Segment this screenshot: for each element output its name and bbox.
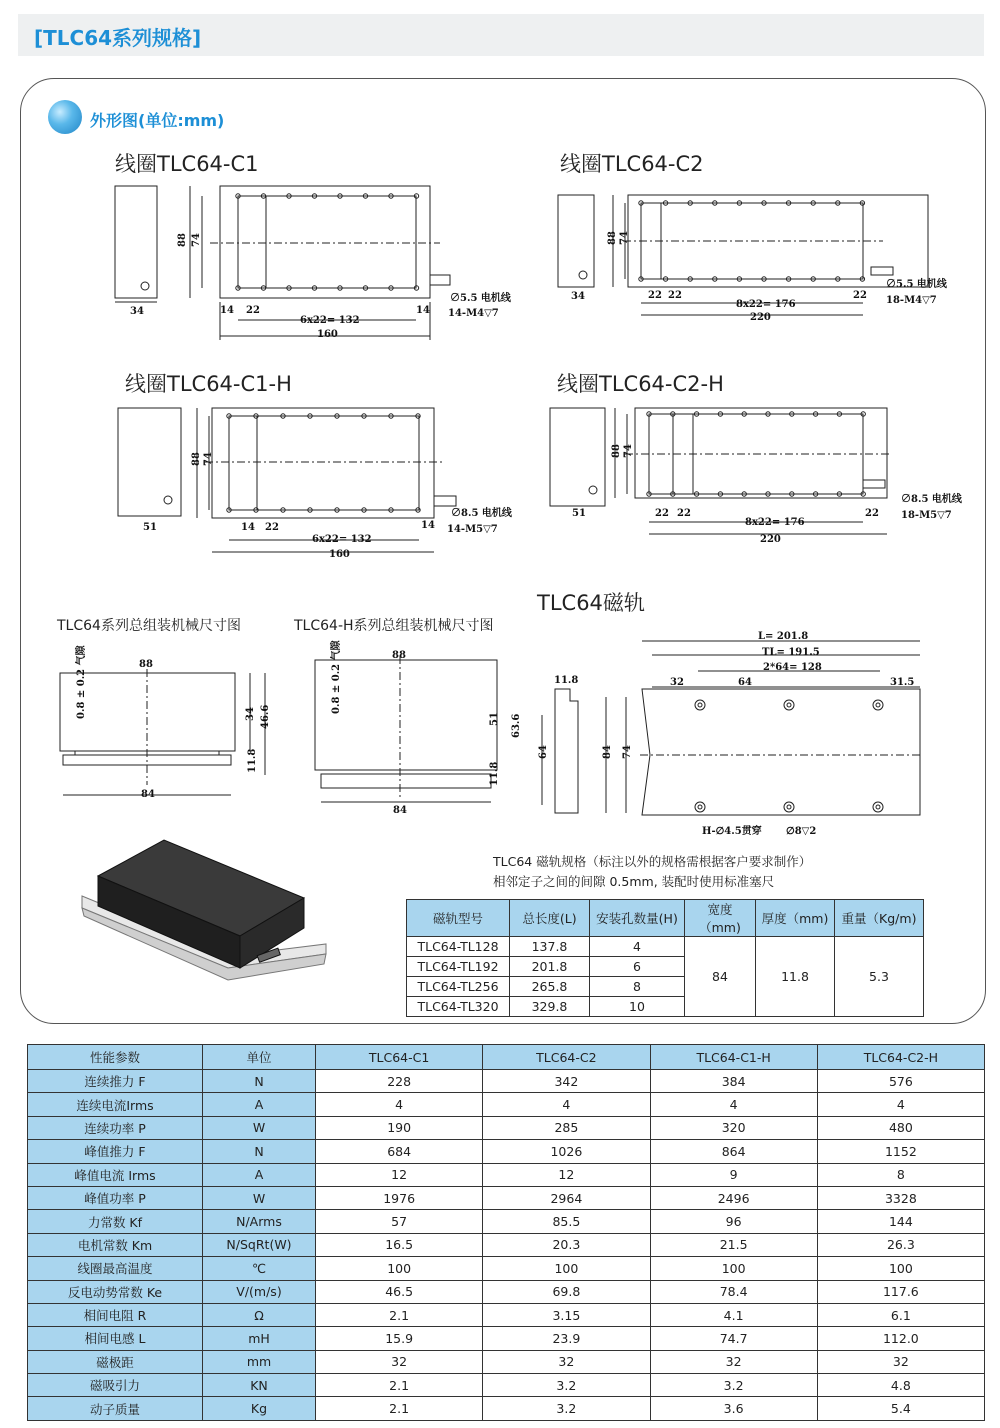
- unit-cell: KN: [203, 1374, 316, 1397]
- dim-height-inner: 74: [623, 444, 634, 458]
- coil-side-view: [115, 186, 157, 298]
- cell: TLC64-TL320: [407, 997, 510, 1017]
- cell: 8: [590, 977, 685, 997]
- value-cell: 4: [650, 1093, 817, 1116]
- dim-length: 220: [760, 534, 781, 545]
- dim-rail-width: 84: [602, 745, 613, 759]
- dim-cable: ∅5.5 电机线: [450, 293, 511, 304]
- value-cell: 1152: [817, 1140, 984, 1163]
- mounting-holes: [227, 414, 420, 512]
- table-row: [28, 1116, 985, 1139]
- dim-top: 88: [392, 650, 406, 661]
- dim-pitch: 22: [668, 290, 682, 301]
- rail-note-1: TLC64 磁轨规格（标注以外的规格需根据客户要求制作）: [493, 854, 812, 869]
- param-name-cell: 动子质量: [28, 1397, 203, 1420]
- unit-cell: mm: [203, 1350, 316, 1373]
- value-cell: 12: [316, 1163, 483, 1186]
- dim-total-length: L= 201.8: [758, 631, 809, 642]
- table-row: [28, 1257, 985, 1280]
- value-cell: 85.5: [483, 1210, 650, 1233]
- cell: TLC64-TL192: [407, 957, 510, 977]
- value-cell: 864: [650, 1140, 817, 1163]
- header-cell: TLC64-C2-H: [817, 1045, 984, 1070]
- dim-rail-thick: 11.8: [554, 675, 579, 686]
- table-row: [28, 1374, 985, 1397]
- table-header-row: [407, 900, 924, 937]
- dim-height-inner: 74: [191, 233, 202, 247]
- value-cell: 69.8: [483, 1280, 650, 1303]
- value-cell: 20.3: [483, 1233, 650, 1256]
- dim-height-total: 63.6: [511, 713, 522, 738]
- dim-width: 51: [143, 522, 157, 533]
- drawing-title-c1: 线圈TLC64-C1: [115, 152, 259, 176]
- value-cell: 100: [316, 1257, 483, 1280]
- dim-pitch: 22: [265, 522, 279, 533]
- drawing-title-assembly-h: TLC64-H系列总组装机械尺寸图: [294, 618, 494, 634]
- dim-cable: ∅8.5 电机线: [901, 494, 962, 505]
- cell: 201.8: [510, 957, 590, 977]
- dim-pitch: 22: [677, 508, 691, 519]
- value-cell: 5.4: [817, 1397, 984, 1420]
- value-cell: 144: [817, 1210, 984, 1233]
- table-row: [28, 1280, 985, 1303]
- unit-cell: mH: [203, 1327, 316, 1350]
- header-cell: TLC64-C1-H: [650, 1045, 817, 1070]
- dim-holes: 14-M4▽7: [448, 308, 499, 319]
- dim-width: 51: [572, 508, 586, 519]
- table-row: [28, 1186, 985, 1209]
- dim-length: 220: [750, 312, 771, 323]
- dim-width: 34: [130, 306, 144, 317]
- unit-cell: W: [203, 1116, 316, 1139]
- header-cell: 性能参数: [28, 1045, 203, 1070]
- value-cell: 4.8: [817, 1374, 984, 1397]
- cell-thickness: 11.8: [756, 937, 835, 1017]
- table-row: [28, 1233, 985, 1256]
- value-cell: 74.7: [650, 1327, 817, 1350]
- dim-height-total: 46.6: [260, 704, 271, 729]
- unit-cell: Ω: [203, 1303, 316, 1326]
- dim-height: 88: [611, 444, 622, 458]
- value-cell: 3.2: [483, 1374, 650, 1397]
- value-cell: 117.6: [817, 1280, 984, 1303]
- dim-rail-thick: 11.8: [247, 748, 258, 773]
- param-name-cell: 电机常数 Km: [28, 1233, 203, 1256]
- param-name-cell: 连续电流Irms: [28, 1093, 203, 1116]
- dim-height: 88: [191, 452, 202, 466]
- dim-edge: 22: [655, 508, 669, 519]
- param-name-cell: 力常数 Kf: [28, 1210, 203, 1233]
- cell-width: 84: [685, 937, 756, 1017]
- assembly-drawing: [35, 645, 280, 805]
- param-name-cell: 线圈最高温度: [28, 1257, 203, 1280]
- value-cell: 100: [650, 1257, 817, 1280]
- value-cell: 285: [483, 1116, 650, 1139]
- assembly-h-drawing: [295, 640, 535, 820]
- dim-edge: 14: [220, 305, 234, 316]
- value-cell: 684: [316, 1140, 483, 1163]
- value-cell: 4: [817, 1093, 984, 1116]
- value-cell: 576: [817, 1070, 984, 1093]
- rail-drawing: [530, 625, 950, 840]
- table-row: [28, 1070, 985, 1093]
- dim-rail-inner: 74: [622, 745, 633, 759]
- rail-holes: [695, 700, 883, 812]
- dim-height: 88: [177, 233, 188, 247]
- unit-cell: W: [203, 1186, 316, 1209]
- header-cell: TLC64-C2: [483, 1045, 650, 1070]
- param-name-cell: 磁极距: [28, 1350, 203, 1373]
- dim-hole-span: 6x22= 132: [312, 534, 372, 545]
- cable-hole-mark: [141, 282, 149, 290]
- header-bar: [18, 14, 984, 56]
- value-cell: 6.1: [817, 1303, 984, 1326]
- cell: TLC64-TL128: [407, 937, 510, 957]
- value-cell: 26.3: [817, 1233, 984, 1256]
- unit-cell: Kg: [203, 1397, 316, 1420]
- value-cell: 228: [316, 1070, 483, 1093]
- unit-cell: N: [203, 1070, 316, 1093]
- dim-holes: 14-M5▽7: [447, 524, 498, 535]
- table-row: [28, 1397, 985, 1420]
- header-cell: 单位: [203, 1045, 316, 1070]
- header-cell: 安装孔数量(H): [590, 900, 685, 937]
- value-cell: 78.4: [650, 1280, 817, 1303]
- value-cell: 8: [817, 1163, 984, 1186]
- dim-cable: ∅8.5 电机线: [451, 508, 512, 519]
- dim-height-coil: 51: [489, 712, 500, 726]
- param-name-cell: 相间电感 L: [28, 1327, 203, 1350]
- dim-height-inner: 74: [619, 231, 630, 245]
- dim-pitch: 64: [738, 677, 752, 688]
- value-cell: 3.2: [650, 1374, 817, 1397]
- coil-c2-drawing: [553, 185, 973, 335]
- param-name-cell: 相间电阻 R: [28, 1303, 203, 1326]
- table-row: [28, 1140, 985, 1163]
- dim-rail-width: 84: [141, 789, 155, 800]
- table-row: [407, 937, 924, 957]
- dim-edge-right: 22: [853, 290, 867, 301]
- param-name-cell: 连续功率 P: [28, 1116, 203, 1139]
- value-cell: 32: [817, 1350, 984, 1373]
- value-cell: 320: [650, 1116, 817, 1139]
- value-cell: 384: [650, 1070, 817, 1093]
- dim-pitch: 22: [246, 305, 260, 316]
- cell-weight: 5.3: [835, 937, 924, 1017]
- cell: 329.8: [510, 997, 590, 1017]
- dim-width: 34: [571, 291, 585, 302]
- dim-hole-span: 2*64= 128: [763, 662, 822, 673]
- unit-cell: N/SqRt(W): [203, 1233, 316, 1256]
- param-name-cell: 反电动势常数 Ke: [28, 1280, 203, 1303]
- value-cell: 2.1: [316, 1374, 483, 1397]
- dim-gap: 0.8 ± 0.2 气隙: [331, 640, 342, 714]
- value-cell: 100: [483, 1257, 650, 1280]
- param-name-cell: 峰值电流 Irms: [28, 1163, 203, 1186]
- value-cell: 96: [650, 1210, 817, 1233]
- unit-cell: ℃: [203, 1257, 316, 1280]
- value-cell: 4.1: [650, 1303, 817, 1326]
- value-cell: 100: [817, 1257, 984, 1280]
- dim-counterbore: ∅8▽2: [786, 826, 817, 837]
- dim-edge-right: 14: [421, 520, 435, 531]
- value-cell: 2.1: [316, 1397, 483, 1420]
- table-row: [28, 1303, 985, 1326]
- coil-c1-drawing: [110, 180, 530, 350]
- value-cell: 23.9: [483, 1327, 650, 1350]
- param-name-cell: 峰值推力 F: [28, 1140, 203, 1163]
- page-title: [TLC64系列规格]: [34, 26, 202, 50]
- dim-hole-span: 8x22= 176: [736, 299, 796, 310]
- dim-gap: 0.8 ± 0.2 气隙: [76, 645, 87, 719]
- param-name-cell: 峰值功率 P: [28, 1186, 203, 1209]
- rail-side-profile: [555, 689, 578, 813]
- header-cell: 厚度（mm): [756, 900, 835, 937]
- unit-cell: V/(m/s): [203, 1280, 316, 1303]
- value-cell: 32: [316, 1350, 483, 1373]
- value-cell: 4: [483, 1093, 650, 1116]
- table-header-row: [28, 1045, 985, 1070]
- header-cell: 重量（Kg/m): [835, 900, 924, 937]
- rail-base: [321, 774, 491, 788]
- dim-hole-span: 6x22= 132: [300, 315, 360, 326]
- dim-edge: 22: [648, 290, 662, 301]
- value-cell: 15.9: [316, 1327, 483, 1350]
- dim-length: 160: [317, 329, 338, 340]
- dim-tl: TL= 191.5: [762, 647, 820, 658]
- value-cell: 21.5: [650, 1233, 817, 1256]
- drawing-title-assembly: TLC64系列总组装机械尺寸图: [57, 618, 241, 634]
- dim-height-inner: 74: [203, 452, 214, 466]
- value-cell: 2496: [650, 1186, 817, 1209]
- section-label: 外形图(单位:mm): [90, 111, 225, 130]
- cell: TLC64-TL256: [407, 977, 510, 997]
- dim-edge-right: 31.5: [890, 677, 915, 688]
- drawing-title-rail: TLC64磁轨: [537, 591, 645, 615]
- value-cell: 2964: [483, 1186, 650, 1209]
- dim-top: 88: [139, 659, 153, 670]
- dim-hole-through: H-∅4.5贯穿: [702, 826, 762, 837]
- unit-cell: N/Arms: [203, 1210, 316, 1233]
- coil-body: [315, 660, 497, 770]
- value-cell: 3.2: [483, 1397, 650, 1420]
- rail-spec-table: [406, 899, 924, 1017]
- dim-cable: ∅5.5 电机线: [886, 279, 947, 290]
- coil-c2h-drawing: [545, 400, 975, 550]
- value-cell: 3.6: [650, 1397, 817, 1420]
- value-cell: 16.5: [316, 1233, 483, 1256]
- header-cell: 总长度(L): [510, 900, 590, 937]
- value-cell: 342: [483, 1070, 650, 1093]
- dim-height-coil: 34: [245, 707, 256, 721]
- rail-note-2: 相邻定子之间的间隙 0.5mm, 装配时使用标准塞尺: [493, 874, 775, 889]
- dim-pole-64: 64: [538, 745, 549, 759]
- cable-hole-mark: [164, 496, 172, 504]
- header-cell: 磁轨型号: [407, 900, 510, 937]
- dim-holes: 18-M4▽7: [886, 295, 937, 306]
- dim-height: 88: [607, 231, 618, 245]
- performance-table: [27, 1044, 985, 1421]
- dim-rail-thick: 11.8: [489, 761, 500, 786]
- dim-edge: 14: [241, 522, 255, 533]
- value-cell: 12: [483, 1163, 650, 1186]
- value-cell: 46.5: [316, 1280, 483, 1303]
- cable-hole-mark: [589, 486, 597, 494]
- cell: 137.8: [510, 937, 590, 957]
- table-row: [28, 1163, 985, 1186]
- header-cell: TLC64-C1: [316, 1045, 483, 1070]
- dim-hole-span: 8x22= 176: [745, 517, 805, 528]
- unit-cell: N: [203, 1140, 316, 1163]
- coil-top-view: [220, 186, 430, 298]
- dim-edge-right: 22: [865, 508, 879, 519]
- cell: 4: [590, 937, 685, 957]
- value-cell: 9: [650, 1163, 817, 1186]
- value-cell: 57: [316, 1210, 483, 1233]
- value-cell: 1026: [483, 1140, 650, 1163]
- value-cell: 2.1: [316, 1303, 483, 1326]
- bullet-ball-icon: [48, 100, 82, 134]
- header-cell: 宽度（mm): [685, 900, 756, 937]
- unit-cell: A: [203, 1163, 316, 1186]
- coil-top-view: [212, 408, 434, 518]
- dim-holes: 18-M5▽7: [901, 510, 952, 521]
- dim-edge-left: 32: [670, 677, 684, 688]
- table-row: [28, 1350, 985, 1373]
- value-cell: 112.0: [817, 1327, 984, 1350]
- value-cell: 3328: [817, 1186, 984, 1209]
- dim-edge-right: 14: [416, 305, 430, 316]
- dim-rail-width: 84: [393, 805, 407, 816]
- value-cell: 480: [817, 1116, 984, 1139]
- coil-side-view: [558, 195, 594, 287]
- cell: 10: [590, 997, 685, 1017]
- cell: 265.8: [510, 977, 590, 997]
- value-cell: 1976: [316, 1186, 483, 1209]
- rail-top-view: [642, 689, 920, 815]
- cell: 6: [590, 957, 685, 977]
- drawing-title-c2: 线圈TLC64-C2: [560, 152, 704, 176]
- value-cell: 190: [316, 1116, 483, 1139]
- value-cell: 32: [650, 1350, 817, 1373]
- mounting-holes: [236, 194, 419, 290]
- coil-c1h-drawing: [115, 400, 535, 565]
- param-name-cell: 连续推力 F: [28, 1070, 203, 1093]
- dim-length: 160: [329, 549, 350, 560]
- value-cell: 3.15: [483, 1303, 650, 1326]
- product-3d-illustration: [78, 836, 328, 996]
- table-row: [28, 1093, 985, 1116]
- value-cell: 32: [483, 1350, 650, 1373]
- table-row: [28, 1327, 985, 1350]
- cable-hole-mark: [579, 271, 587, 279]
- param-name-cell: 磁吸引力: [28, 1374, 203, 1397]
- drawing-title-c2h: 线圈TLC64-C2-H: [557, 372, 724, 396]
- table-row: [28, 1210, 985, 1233]
- value-cell: 4: [316, 1093, 483, 1116]
- unit-cell: A: [203, 1093, 316, 1116]
- drawing-title-c1h: 线圈TLC64-C1-H: [125, 372, 292, 396]
